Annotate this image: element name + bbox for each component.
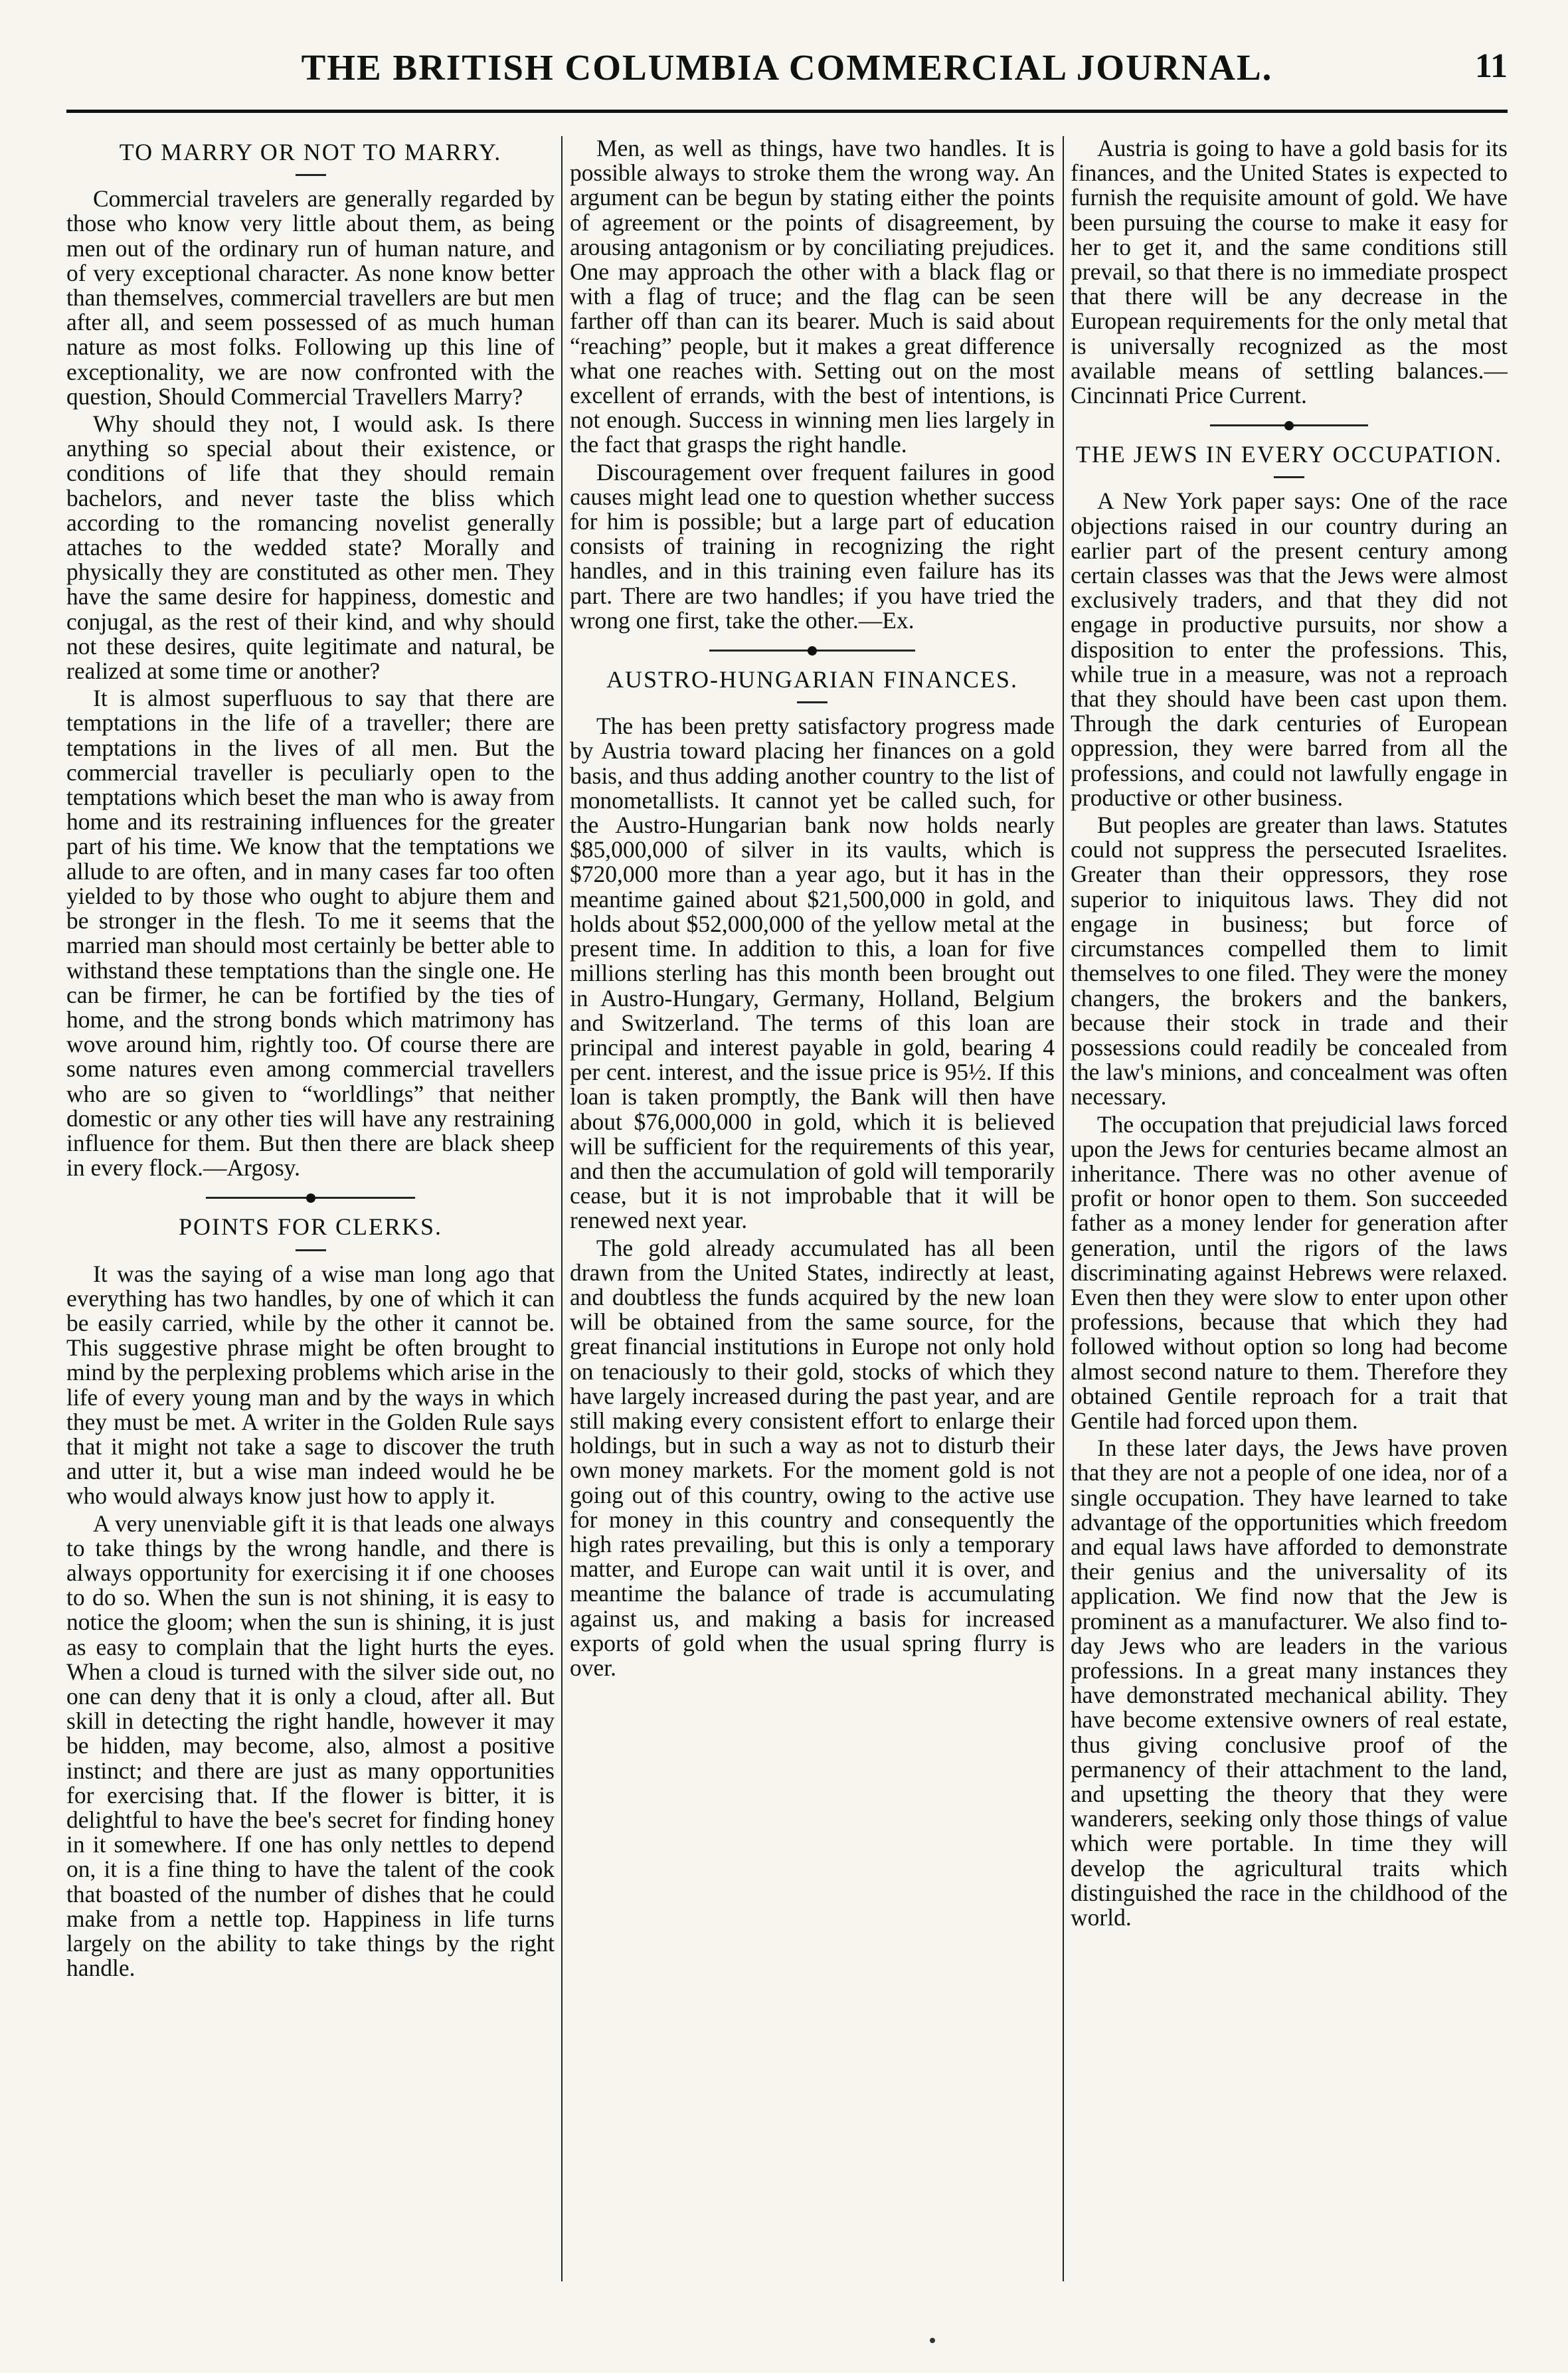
- column-3: [1071, 136, 1508, 2288]
- paragraph: The occupation that prejudicial laws forced upon the Jews for centuries became almost an inheritance. There was no other avenue of profit or honor open to them. Son succeeded father as a money lender for generation after generation, until the rigors of the laws discriminating against Hebrews were relaxed. Even then they were slow to enter upon other professions, because that which they had followed without option so long had become almost second nature to them. Therefore they obtained Gentile reproach for a trait that Gentile had forced upon them.: [1071, 1110, 1508, 1434]
- article-columns: [66, 136, 1508, 2288]
- section-divider: [66, 1189, 555, 1205]
- paragraph: It was the saying of a wise man long ago that everything has two handles, by one of which it can be easily carried, while by the other it cannot be. This suggestive phrase might be often brought to mind by the perplexing problems which arise in the life of every young man and by the ways in which they must be met. A writer in the Golden Rule says that it might not take a sage to discover the truth and utter it, but a wise man indeed would he be who would always know just how to apply it.: [66, 1260, 555, 1510]
- title-rule: [296, 1249, 326, 1251]
- section-divider: [570, 642, 1055, 658]
- title-rule: [296, 174, 326, 176]
- paragraph: Austria is going to have a gold basis for its finances, and the United States is expected to furnish the requisite amount of gold. We have been pursuing the course to make it easy for her to get it, and the same conditions still prevail, so that there is no immediate prospect that there will be any decrease in the European requirements for the only metal that is universally recognized as the most available means of settling balances.—Cincinnati Price Current.: [1071, 136, 1508, 409]
- title-rule: [797, 701, 828, 703]
- paragraph: In these later days, the Jews have proven that they are not a people of one idea, nor of a single occupation. They have learned to take advantage of the opportunities which freedom and equal laws have afforded to demonstrate their genius and the universality of its application. We find now that the Jew is prominent as a manufacturer. We also find to-day Jews who are leaders in the various professions. In a great many instances they have demonstrated mechanical ability. They have become extensive owners of real estate, thus giving conclusive proof of the permanency of their attachment to the land, and upsetting the theory that they were wanderers, seeking only those things of value which were portable. In time they will develop the agricultural traits which distinguished the race in the childhood of the world.: [1071, 1435, 1508, 1931]
- page-number: 11: [1474, 47, 1508, 85]
- print-speck: [930, 2338, 935, 2343]
- page-header: [66, 46, 1508, 100]
- paragraph: Why should they not, I would ask. Is there anything so special about their existence, or conditions of life that they should remain bachelors, and never taste the bliss which according to the romancing novelist generally attaches to the wedded state? Morally and physically they are constituted as other men. They have the same desire for happiness, domestic and conjugal, as the rest of their kind, and why should not these desires, quite legitimate and natural, be realized at some time or another?: [66, 410, 555, 685]
- paragraph: Men, as well as things, have two handles. It is possible always to stroke them the wrong way. An argument can be begun by stating either the points of agreement or the points of disagreement, by arousing antagonism or by conciliating prejudices. One may approach the other with a black flag or with a flag of truce; and the flag can be seen farther off than can its bearer. Much is said about “reaching” people, but it makes a great difference what one reaches with. Setting out on the most excellent of errands, with the best of intentions, is not enough. Success in winning men lies largely in the fact that grasps the right handle.: [570, 136, 1055, 458]
- paragraph: A New York paper says: One of the race objections raised in our country during an earlier part of the present century among certain classes was that the Jews were almost exclusively traders, and that they did not engage in productive pursuits, nor show a disposition to enter the professions. This, while true in a measure, was not a reproach that they should have been cast upon them. Through the dark centuries of European oppression, they were barred from all the professions, and could not lawfully engage in productive or other business.: [1071, 487, 1508, 811]
- header-rule: [66, 110, 1508, 113]
- column-2: [570, 136, 1055, 2288]
- paragraph: The gold already accumulated has all been drawn from the United States, indirectly at least, and doubtless the funds acquired by the new loan will be obtained from the same source, for the great financial institutions in Europe not only hold on tenaciously to their gold, stocks of which they have largely increased during the past year, and are still making every consistent effort to enlarge their holdings, but in such a way as not to disturb their own money markets. For the moment gold is not going out of this country, owing to the active use for money in this country and consequently the high rates prevailing, but this is only a temporary matter, and Europe can wait until it is over, and meantime the balance of trade is accumulating against us, and making a basis for increased exports of gold when the usual spring flurry is over.: [570, 1234, 1055, 1681]
- paragraph: Commercial travelers are generally regarded by those who know very little about them, as being men out of the ordinary run of human nature, and of very exceptional character. As none know better than themselves, commercial travellers are but men after all, and seem possessed of as much human nature as most folks. Following up this line of exceptionality, we are now confronted with the question, Should Commercial Travellers Marry?: [66, 185, 555, 410]
- article-title-marry: TO MARRY OR NOT TO MARRY.: [119, 139, 502, 165]
- paragraph: It is almost superfluous to say that there are temptations in the life of a traveller; there are temptations in the lives of all men. But the commercial traveller is peculiarly open to the temptations which beset the man who is away from home and its restraining influences for the greater part of his time. We know that the temptations we allude to are often, and in many cases far too often yielded to by those who ought to abjure them and be stronger in the flesh. To me it seems that the married man should most certainly be better able to withstand these temptations than the single one. He can be firmer, he can be fortified by the ties of home, and the strong bonds which matrimony has wove around him, rightly too. Of course there are some natures even among commercial travellers who are so given to “worldlings” that neither domestic or any other ties will have any restraining influence for them. But then there are black sheep in every flock.—Argosy.: [66, 685, 555, 1182]
- article-title-jews: THE JEWS IN EVERY OCCUPATION.: [1075, 441, 1503, 468]
- paragraph: But peoples are greater than laws. Statutes could not suppress the persecuted Israelites. Greater than their oppressors, they rose superior to iniquitous laws. They did not engage in business; but force of circumstances compelled them to limit themselves to one filed. They were the money changers, the brokers and the bankers, because their stock in trade and their possessions could readily be concealed from the law's minions, and concealment was often necessary.: [1071, 812, 1508, 1110]
- paragraph: The has been pretty satisfactory progress made by Austria toward placing her finances on a gold basis, and thus adding another country to the list of monometallists. It cannot yet be called such, for the Austro-Hungarian bank now holds nearly $85,000,000 of silver in its vaults, which is $720,000 more than a year ago, but it has in the meantime gained about $21,500,000 in gold, and holds about $52,000,000 of the yellow metal at the present time. In addition to this, a loan for five millions sterling has this month been brought out in Austro-Hungary, Germany, Holland, Belgium and Switzerland. The terms of this loan are principal and interest payable in gold, bearing 4 per cent. interest, and the issue price is 95½. If this loan is taken promptly, the Bank will then have about $76,000,000 in gold, which it is believed will be sufficient for the requirements of this year, and then the accumulation of gold will temporarily cease, but it is not improbable that it will be renewed next year.: [570, 713, 1055, 1234]
- article-title-clerks: POINTS FOR CLERKS.: [178, 1213, 443, 1241]
- section-divider: [1071, 417, 1508, 433]
- paragraph: A very unenviable gift it is that leads one always to take things by the wrong handle, and there is always opportunity for exercising it if one chooses to do so. When the sun is not shining, it is easy to notice the gloom; when the sun is shining, it is just as easy to complain that the light hurts the eyes. When a cloud is turned with the silver side out, no one can deny that it is only a cloud, after all. But skill in detecting the right handle, however it may be hidden, may become, also, almost a positive instinct; and there are just as many opportunities for exercising that. If the flower is bitter, it is delightful to have the bee's secret for finding honey in it somewhere. If one has only nettles to depend on, it is a fine thing to have the talent of the cook that boasted of the number of dishes that he could make from a nettle top. Happiness in life turns largely on the ability to take things by the right handle.: [66, 1510, 555, 1982]
- column-1: [66, 136, 555, 2288]
- title-rule: [1274, 476, 1304, 478]
- paragraph: Discouragement over frequent failures in good causes might lead one to question whether success for him is possible; but a large part of education consists of training in recognizing the right handles, and in this training even failure has its part. There are two handles; if you have tried the wrong one first, take the other.—Ex.: [570, 458, 1055, 634]
- journal-title: THE BRITISH COLUMBIA COMMERCIAL JOURNAL.: [301, 47, 1273, 88]
- article-title-austro: AUSTRO-HUNGARIAN FINANCES.: [606, 666, 1019, 693]
